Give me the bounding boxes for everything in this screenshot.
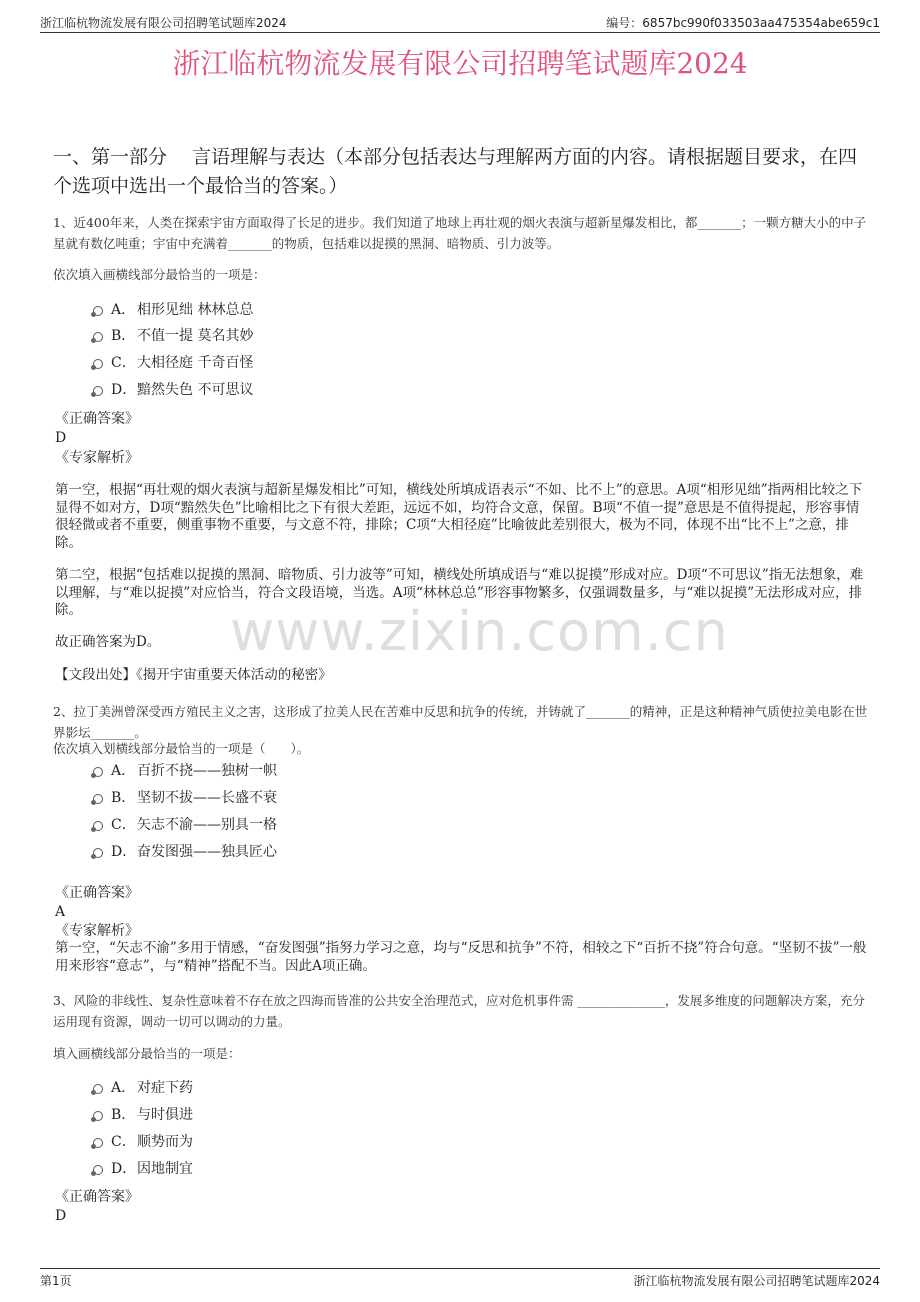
q2-answer: A <box>55 904 66 920</box>
radio-icon[interactable] <box>93 386 103 396</box>
q2-analysis-label: 《专家解析》 <box>55 923 139 939</box>
q2-prompt: 依次填入划横线部分最恰当的一项是（ ）。 <box>53 741 310 756</box>
radio-icon[interactable] <box>93 306 103 316</box>
q1-option-d[interactable]: D．黯然失色 不可思议 <box>93 381 253 399</box>
q1-option-a[interactable]: A． 相形见绌 林林总总 <box>93 301 253 319</box>
q3-option-b[interactable]: B． 与时俱进 <box>93 1106 193 1124</box>
q1-analysis-para-1: 第一空，根据“再壮观的烟火表演与超新星爆发相比”可知，横线处所填成语表示“不如、比不上”的意思。A项“相形见绌”指两相比较之下显得不如对方，D项“黯然失色”比喻相比之下有很大差距，远远不如，均符合文意，保留。B项“不值一提”意思是不值得提起，形容事情很轻微或者不重要，侧重事物不重要，与文意不符，排除；C项“大相径庭”比喻彼此差别很大，极为不同，体现不出“比不上”之意，排除。 <box>55 482 863 551</box>
header-doc-number: 编号：6857bc990f033503aa475354abe659c1 <box>606 16 880 30</box>
document-title: 浙江临杭物流发展有限公司招聘笔试题库2024 <box>172 47 748 80</box>
q3-option-c[interactable]: C．顺势而为 <box>93 1133 193 1151</box>
q1-answer-label: 《正确答案》 <box>55 411 139 427</box>
q3-stem: 3、风险的非线性、复杂性意味着不存在放之四海而皆准的公共安全治理范式，应对危机事件需 ______________，发展多维度的问题解决方案，充分运用现有资源，调动一切可以调动的力量。 <box>53 993 865 1029</box>
radio-icon[interactable] <box>93 848 103 858</box>
radio-icon[interactable] <box>93 767 103 777</box>
q3-answer: D <box>55 1208 67 1224</box>
q2-analysis: 第一空，“矢志不渝”多用于情感，“奋发图强”指努力学习之意，均与“反思和抗争”不符，相较之下“百折不挠”符合句意。“坚韧不拔”一般用来形容“意志”，与“精神”搭配不当。因此A项正确。 <box>55 940 867 974</box>
radio-icon[interactable] <box>93 359 103 369</box>
radio-icon[interactable] <box>93 1138 103 1148</box>
radio-icon[interactable] <box>93 1165 103 1175</box>
radio-icon[interactable] <box>93 794 103 804</box>
page-footer <box>40 1268 880 1289</box>
q1-analysis-para-2: 第二空，根据“包括难以捉摸的黑洞、暗物质、引力波等”可知，横线处所填成语与“难以捉摸”形成对应。D项“不可思议”指无法想象，难以理解，与“难以捉摸”对应恰当，符合文段语境，当选。A项“林林总总”形容事物繁多，仅强调数量多，与“难以捉摸”无法形成对应，排除。 <box>55 567 864 618</box>
q1-option-c[interactable]: C．大相径庭 千奇百怪 <box>93 354 253 372</box>
q2-option-c[interactable]: C．矢志不渝——别具一格 <box>93 816 277 834</box>
q3-prompt: 填入画横线部分最恰当的一项是： <box>53 1046 241 1061</box>
section-heading: 一、第一部分 言语理解与表达（本部分包括表达与理解两方面的内容。请根据题目要求，在四个选项中选出一个最恰当的答案。） <box>53 146 858 197</box>
q1-analysis-label: 《专家解析》 <box>55 450 139 466</box>
radio-icon[interactable] <box>93 1084 103 1094</box>
radio-icon[interactable] <box>93 821 103 831</box>
watermark: www.zixin.com.cn <box>230 600 729 663</box>
page-header <box>40 12 880 33</box>
page-number: 第1页 <box>40 1274 72 1288</box>
q1-answer: D <box>55 430 67 446</box>
q1-prompt: 依次填入画横线部分最恰当的一项是： <box>53 267 266 282</box>
q2-option-b[interactable]: B． 坚韧不拔——长盛不衰 <box>93 789 277 807</box>
q3-option-d[interactable]: D．因地制宜 <box>93 1160 193 1178</box>
q2-option-a[interactable]: A． 百折不挠——独树一帜 <box>93 762 277 780</box>
q3-answer-label: 《正确答案》 <box>55 1189 139 1205</box>
header-title: 浙江临杭物流发展有限公司招聘笔试题库2024 <box>40 16 287 30</box>
q2-stem: 2、拉丁美洲曾深受西方殖民主义之害，这形成了拉美人民在苦难中反思和抗争的传统，并铸就了_______的精神，正是这种精神气质使拉美电影在世界影坛_______。 <box>53 704 868 740</box>
q1-conclusion: 故正确答案为D。 <box>55 634 161 650</box>
q1-source: 【文段出处】《揭开宇宙重要天体活动的秘密》 <box>55 667 332 683</box>
q2-answer-label: 《正确答案》 <box>55 885 139 901</box>
radio-icon[interactable] <box>93 1111 103 1121</box>
q1-stem: 1、近400年来，人类在探索宇宙方面取得了长足的进步。我们知道了地球上再壮观的烟火表演与超新星爆发相比，都_______；一颗方糖大小的中子星就有数亿吨重；宇宙中充满着_______的物质，包括难以捉摸的黑洞、暗物质、引力波等。 <box>53 215 867 251</box>
q2-option-d[interactable]: D．奋发图强——独具匠心 <box>93 843 277 861</box>
radio-icon[interactable] <box>93 332 103 342</box>
footer-title: 浙江临杭物流发展有限公司招聘笔试题库2024 <box>633 1274 880 1288</box>
q3-option-a[interactable]: A． 对症下药 <box>93 1079 193 1097</box>
q1-option-b[interactable]: B． 不值一提 莫名其妙 <box>93 327 253 345</box>
